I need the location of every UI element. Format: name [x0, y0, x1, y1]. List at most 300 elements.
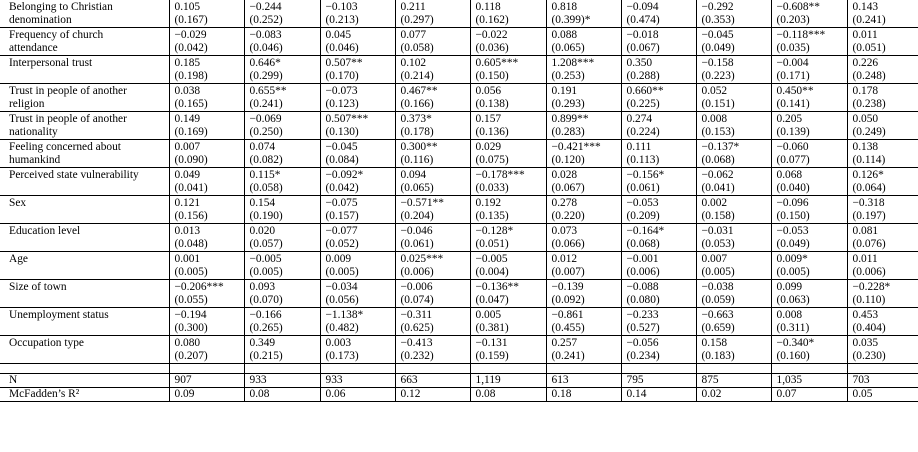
- standard-error-value: (0.114): [852, 154, 886, 166]
- coefficient-cell: [320, 28, 395, 56]
- coefficient-value: 0.007: [174, 141, 201, 153]
- table-row: [0, 56, 918, 84]
- coefficient-value: 0.157: [475, 113, 502, 125]
- coefficient-cell: [546, 112, 621, 140]
- coefficient-cell: [847, 336, 918, 364]
- coefficient-cell: [847, 280, 918, 308]
- coefficient-cell: [395, 112, 470, 140]
- coefficient-cell: [169, 28, 244, 56]
- coefficient-cell: [621, 28, 696, 56]
- table-row: [0, 168, 918, 196]
- statistic-value: 0.09: [169, 388, 244, 402]
- coefficient-value: −0.318: [852, 197, 885, 209]
- standard-error-value: (0.052): [325, 238, 359, 250]
- coefficient-value: 1.208***: [551, 57, 595, 69]
- coefficient-value: −0.018: [626, 29, 659, 41]
- coefficient-cell: [847, 140, 918, 168]
- table-row: [0, 224, 918, 252]
- coefficient-value: 0.605***: [475, 57, 519, 69]
- coefficient-cell: [244, 56, 320, 84]
- standard-error-value: (0.041): [174, 182, 208, 194]
- coefficient-value: −0.413: [400, 337, 433, 349]
- coefficient-cell: [470, 84, 546, 112]
- standard-error-value: (0.160): [776, 350, 810, 362]
- row-label-line: Trust in people of another: [9, 85, 127, 97]
- standard-error-value: (0.183): [701, 350, 735, 362]
- coefficient-cell: [771, 140, 847, 168]
- standard-error-value: (0.058): [249, 182, 283, 194]
- row-label-cell: [0, 224, 169, 252]
- standard-error-value: (0.080): [626, 294, 660, 306]
- coefficient-value: 0.118: [475, 1, 501, 13]
- coefficient-cell: [847, 224, 918, 252]
- standard-error-value: (0.659): [701, 322, 735, 334]
- coefficient-cell: [244, 28, 320, 56]
- coefficient-value: 0.274: [626, 113, 653, 125]
- coefficient-cell: [470, 56, 546, 84]
- table-row-statistic: [0, 374, 918, 388]
- coefficient-cell: [244, 140, 320, 168]
- coefficient-value: −0.861: [551, 309, 584, 321]
- coefficient-value: 0.056: [475, 85, 502, 97]
- coefficient-cell: [696, 224, 771, 252]
- row-label-line: Size of town: [9, 281, 67, 293]
- coefficient-value: 0.205: [776, 113, 803, 125]
- standard-error-value: (0.075): [475, 154, 509, 166]
- coefficient-cell: [696, 140, 771, 168]
- coefficient-value: −0.001: [626, 253, 659, 265]
- statistic-value: 933: [244, 374, 320, 388]
- coefficient-cell: [169, 112, 244, 140]
- standard-error-value: (0.055): [174, 294, 208, 306]
- coefficient-value: 0.350: [626, 57, 653, 69]
- coefficient-cell: [320, 308, 395, 336]
- standard-error-value: (0.068): [626, 238, 660, 250]
- standard-error-value: (0.165): [174, 98, 208, 110]
- coefficient-cell: [169, 336, 244, 364]
- coefficient-value: 0.073: [551, 225, 578, 237]
- standard-error-value: (0.157): [325, 210, 359, 222]
- standard-error-value: (0.005): [174, 266, 208, 278]
- coefficient-cell: [847, 308, 918, 336]
- standard-error-value: (0.455): [551, 322, 585, 334]
- coefficient-value: 0.257: [551, 337, 578, 349]
- standard-error-value: (0.035): [776, 42, 810, 54]
- coefficient-cell: [621, 140, 696, 168]
- coefficient-value: −0.421***: [551, 141, 601, 153]
- coefficient-value: −0.128*: [475, 225, 514, 237]
- coefficient-cell: [395, 252, 470, 280]
- standard-error-value: (0.204): [400, 210, 434, 222]
- coefficient-cell: [320, 0, 395, 28]
- standard-error-value: (0.116): [400, 154, 434, 166]
- coefficient-value: 0.093: [249, 281, 276, 293]
- spacer-cell: [771, 364, 847, 374]
- statistic-value: 907: [169, 374, 244, 388]
- coefficient-cell: [320, 252, 395, 280]
- spacer-cell: [244, 364, 320, 374]
- coefficient-value: −0.083: [249, 29, 282, 41]
- standard-error-value: (0.110): [852, 294, 886, 306]
- standard-error-value: (0.059): [701, 294, 735, 306]
- table-row: [0, 0, 918, 28]
- coefficient-value: −0.073: [325, 85, 358, 97]
- coefficient-value: −0.571**: [400, 197, 444, 209]
- standard-error-value: (0.046): [325, 42, 359, 54]
- coefficient-value: −0.092*: [325, 169, 364, 181]
- row-label-line: [9, 350, 169, 363]
- coefficient-cell: [395, 84, 470, 112]
- coefficient-cell: [771, 56, 847, 84]
- standard-error-value: (0.113): [626, 154, 660, 166]
- standard-error-value: (0.076): [852, 238, 886, 250]
- coefficient-value: −0.131: [475, 337, 508, 349]
- standard-error-value: (0.082): [249, 154, 283, 166]
- standard-error-value: (0.042): [325, 182, 359, 194]
- row-label-cell: [0, 84, 169, 112]
- coefficient-value: 0.002: [701, 197, 728, 209]
- standard-error-value: (0.049): [776, 238, 810, 250]
- coefficient-value: 0.646*: [249, 57, 281, 69]
- coefficient-value: −0.077: [325, 225, 358, 237]
- row-label-line: [9, 210, 169, 223]
- coefficient-cell: [847, 168, 918, 196]
- coefficient-value: 0.105: [174, 1, 201, 13]
- coefficient-value: −0.034: [325, 281, 358, 293]
- coefficient-cell: [320, 168, 395, 196]
- coefficient-cell: [847, 28, 918, 56]
- standard-error-value: (0.068): [701, 154, 735, 166]
- standard-error-value: (0.170): [325, 70, 359, 82]
- standard-error-value: (0.066): [551, 238, 585, 250]
- row-label-line: humankind: [9, 154, 61, 166]
- standard-error-value: (0.048): [174, 238, 208, 250]
- standard-error-value: (0.092): [551, 294, 585, 306]
- standard-error-value: (0.141): [776, 98, 810, 110]
- table-row: [0, 28, 918, 56]
- standard-error-value: (0.036): [475, 42, 509, 54]
- standard-error-value: (0.061): [626, 182, 660, 194]
- row-label-line: Occupation type: [9, 337, 84, 349]
- coefficient-value: 0.453: [852, 309, 879, 321]
- standard-error-value: (0.006): [626, 266, 660, 278]
- row-label-line: Age: [9, 253, 28, 265]
- coefficient-value: −0.004: [776, 57, 809, 69]
- row-label-line: Interpersonal trust: [9, 57, 93, 69]
- coefficient-cell: [244, 0, 320, 28]
- coefficient-cell: [320, 336, 395, 364]
- coefficient-cell: [621, 252, 696, 280]
- standard-error-value: (0.084): [325, 154, 359, 166]
- coefficient-value: 0.099: [776, 281, 803, 293]
- row-label-line: religion: [9, 98, 45, 110]
- coefficient-cell: [395, 196, 470, 224]
- spacer-cell: [320, 364, 395, 374]
- coefficient-value: 0.009: [325, 253, 352, 265]
- coefficient-cell: [771, 28, 847, 56]
- coefficient-cell: [470, 252, 546, 280]
- standard-error-value: (0.223): [701, 70, 735, 82]
- statistic-value: 875: [696, 374, 771, 388]
- coefficient-value: −0.006: [400, 281, 433, 293]
- coefficient-value: −0.292: [701, 1, 734, 13]
- coefficient-cell: [169, 0, 244, 28]
- standard-error-value: (0.207): [174, 350, 208, 362]
- coefficient-cell: [847, 252, 918, 280]
- standard-error-value: (0.070): [249, 294, 283, 306]
- coefficient-value: −0.062: [701, 169, 734, 181]
- standard-error-value: (0.230): [852, 350, 886, 362]
- row-label-cell: [0, 112, 169, 140]
- row-label-line: [9, 266, 169, 279]
- coefficient-cell: [395, 280, 470, 308]
- table-row-statistic: [0, 388, 918, 402]
- coefficient-value: −0.166: [249, 309, 282, 321]
- standard-error-value: (0.203): [776, 14, 810, 26]
- standard-error-value: (0.004): [475, 266, 509, 278]
- coefficient-value: −0.244: [249, 1, 282, 13]
- coefficient-cell: [546, 28, 621, 56]
- table-row: [0, 308, 918, 336]
- coefficient-value: 0.450**: [776, 85, 814, 97]
- coefficient-value: −0.158: [701, 57, 734, 69]
- statistic-value: 0.08: [244, 388, 320, 402]
- coefficient-value: −0.164*: [626, 225, 665, 237]
- coefficient-cell: [771, 0, 847, 28]
- coefficient-cell: [244, 112, 320, 140]
- standard-error-value: (0.153): [701, 126, 735, 138]
- standard-error-value: (0.005): [325, 266, 359, 278]
- coefficient-cell: [244, 280, 320, 308]
- coefficient-cell: [244, 224, 320, 252]
- standard-error-value: (0.005): [701, 266, 735, 278]
- coefficient-value: −0.206***: [174, 281, 224, 293]
- coefficient-cell: [696, 112, 771, 140]
- coefficient-value: −0.069: [249, 113, 282, 125]
- coefficient-cell: [771, 308, 847, 336]
- row-label-line: [9, 322, 169, 335]
- coefficient-value: 0.121: [174, 197, 201, 209]
- coefficient-cell: [320, 196, 395, 224]
- row-label-line: Education level: [9, 225, 81, 237]
- standard-error-value: (0.381): [475, 322, 509, 334]
- statistic-value: 0.06: [320, 388, 395, 402]
- row-label-line: Trust in people of another: [9, 113, 127, 125]
- standard-error-value: (0.058): [400, 42, 434, 54]
- standard-error-value: (0.006): [400, 266, 434, 278]
- standard-error-value: (0.214): [400, 70, 434, 82]
- coefficient-value: −0.139: [551, 281, 584, 293]
- standard-error-value: (0.051): [475, 238, 509, 250]
- coefficient-value: 0.191: [551, 85, 578, 97]
- row-label-cell: [0, 308, 169, 336]
- coefficient-value: 0.008: [776, 309, 803, 321]
- standard-error-value: (0.065): [551, 42, 585, 54]
- coefficient-cell: [470, 140, 546, 168]
- coefficient-value: −0.022: [475, 29, 508, 41]
- coefficient-value: 0.011: [852, 253, 878, 265]
- standard-error-value: (0.150): [475, 70, 509, 82]
- row-label-line: [9, 238, 169, 251]
- coefficient-cell: [546, 336, 621, 364]
- standard-error-value: (0.209): [626, 210, 660, 222]
- coefficient-value: 0.655**: [249, 85, 287, 97]
- standard-error-value: (0.241): [852, 14, 886, 26]
- standard-error-value: (0.190): [249, 210, 283, 222]
- standard-error-value: (0.241): [249, 98, 283, 110]
- coefficient-cell: [771, 280, 847, 308]
- standard-error-value: (0.198): [174, 70, 208, 82]
- coefficient-cell: [546, 252, 621, 280]
- coefficient-value: 0.068: [776, 169, 803, 181]
- standard-error-value: (0.399)*: [551, 14, 591, 26]
- coefficient-cell: [470, 308, 546, 336]
- coefficient-cell: [169, 308, 244, 336]
- coefficient-cell: [244, 196, 320, 224]
- table-row: [0, 196, 918, 224]
- standard-error-value: (0.173): [325, 350, 359, 362]
- coefficient-cell: [546, 280, 621, 308]
- standard-error-value: (0.159): [475, 350, 509, 362]
- statistic-value: 0.02: [696, 388, 771, 402]
- coefficient-value: −0.094: [626, 1, 659, 13]
- coefficient-cell: [244, 252, 320, 280]
- standard-error-value: (0.041): [701, 182, 735, 194]
- spacer-cell: [395, 364, 470, 374]
- coefficient-value: 0.349: [249, 337, 276, 349]
- coefficient-value: 0.154: [249, 197, 276, 209]
- coefficient-cell: [621, 308, 696, 336]
- standard-error-value: (0.404): [852, 322, 886, 334]
- coefficient-value: 0.005: [475, 309, 502, 321]
- row-label-line: Frequency of church: [9, 29, 104, 41]
- standard-error-value: (0.250): [249, 126, 283, 138]
- standard-error-value: (0.167): [174, 14, 208, 26]
- statistic-value: 613: [546, 374, 621, 388]
- row-label-line: Sex: [9, 197, 27, 209]
- coefficient-value: −0.075: [325, 197, 358, 209]
- statistic-value: 0.18: [546, 388, 621, 402]
- standard-error-value: (0.238): [852, 98, 886, 110]
- table-spacer-row: [0, 364, 918, 374]
- standard-error-value: (0.293): [551, 98, 585, 110]
- coefficient-cell: [169, 252, 244, 280]
- standard-error-value: (0.241): [551, 350, 585, 362]
- standard-error-value: (0.051): [852, 42, 886, 54]
- standard-error-value: (0.056): [325, 294, 359, 306]
- coefficient-cell: [395, 168, 470, 196]
- coefficient-value: 0.077: [400, 29, 427, 41]
- coefficient-cell: [771, 252, 847, 280]
- row-label-line: [9, 182, 169, 195]
- coefficient-cell: [169, 84, 244, 112]
- standard-error-value: (0.040): [776, 182, 810, 194]
- row-label-cell: [0, 56, 169, 84]
- standard-error-value: (0.138): [475, 98, 509, 110]
- coefficient-cell: [470, 224, 546, 252]
- standard-error-value: (0.474): [626, 14, 660, 26]
- row-label-line: [9, 70, 169, 83]
- standard-error-value: (0.135): [475, 210, 509, 222]
- coefficient-cell: [696, 336, 771, 364]
- standard-error-value: (0.065): [400, 182, 434, 194]
- coefficient-cell: [320, 56, 395, 84]
- coefficient-value: −0.088: [626, 281, 659, 293]
- coefficient-value: −0.038: [701, 281, 734, 293]
- spacer-cell: [847, 364, 918, 374]
- coefficient-cell: [771, 112, 847, 140]
- statistic-value: 1,035: [771, 374, 847, 388]
- coefficient-value: −0.233: [626, 309, 659, 321]
- statistic-label: McFadden’s R²: [0, 388, 169, 402]
- standard-error-value: (0.234): [626, 350, 660, 362]
- coefficient-cell: [169, 196, 244, 224]
- coefficient-cell: [546, 84, 621, 112]
- coefficient-value: 0.149: [174, 113, 201, 125]
- coefficient-cell: [320, 140, 395, 168]
- coefficient-value: 0.660**: [626, 85, 664, 97]
- coefficient-cell: [847, 0, 918, 28]
- row-label-line: attendance: [9, 42, 58, 54]
- standard-error-value: (0.297): [400, 14, 434, 26]
- coefficient-value: 0.507***: [325, 113, 369, 125]
- coefficient-value: 0.192: [475, 197, 502, 209]
- spacer-cell: [621, 364, 696, 374]
- coefficient-cell: [470, 336, 546, 364]
- standard-error-value: (0.171): [776, 70, 810, 82]
- coefficient-value: 0.029: [475, 141, 502, 153]
- coefficient-value: 0.009*: [776, 253, 808, 265]
- coefficient-value: −0.053: [626, 197, 659, 209]
- coefficient-cell: [546, 196, 621, 224]
- row-label-cell: [0, 196, 169, 224]
- coefficient-value: 0.373*: [400, 113, 432, 125]
- coefficient-cell: [621, 280, 696, 308]
- row-label-line: [9, 294, 169, 307]
- coefficient-cell: [395, 0, 470, 28]
- coefficient-value: −0.056: [626, 337, 659, 349]
- coefficient-value: −0.194: [174, 309, 207, 321]
- statistic-value: 0.12: [395, 388, 470, 402]
- coefficient-value: −0.178***: [475, 169, 525, 181]
- coefficient-value: 0.001: [174, 253, 201, 265]
- coefficient-cell: [546, 56, 621, 84]
- standard-error-value: (0.220): [551, 210, 585, 222]
- table-row: [0, 252, 918, 280]
- row-label-line: denomination: [9, 14, 72, 26]
- coefficient-cell: [470, 112, 546, 140]
- standard-error-value: (0.053): [701, 238, 735, 250]
- coefficient-cell: [771, 224, 847, 252]
- coefficient-cell: [244, 168, 320, 196]
- coefficient-cell: [546, 308, 621, 336]
- coefficient-cell: [696, 308, 771, 336]
- standard-error-value: (0.007): [551, 266, 585, 278]
- coefficient-cell: [696, 56, 771, 84]
- coefficient-value: 0.211: [400, 1, 426, 13]
- coefficient-value: −0.156*: [626, 169, 665, 181]
- standard-error-value: (0.005): [776, 266, 810, 278]
- row-label-cell: [0, 140, 169, 168]
- standard-error-value: (0.527): [626, 322, 660, 334]
- coefficient-value: 0.052: [701, 85, 728, 97]
- coefficient-cell: [546, 0, 621, 28]
- statistic-value: 795: [621, 374, 696, 388]
- coefficient-value: 0.818: [551, 1, 578, 13]
- statistic-value: 0.08: [470, 388, 546, 402]
- statistic-value: 663: [395, 374, 470, 388]
- coefficient-value: −1.138*: [325, 309, 364, 321]
